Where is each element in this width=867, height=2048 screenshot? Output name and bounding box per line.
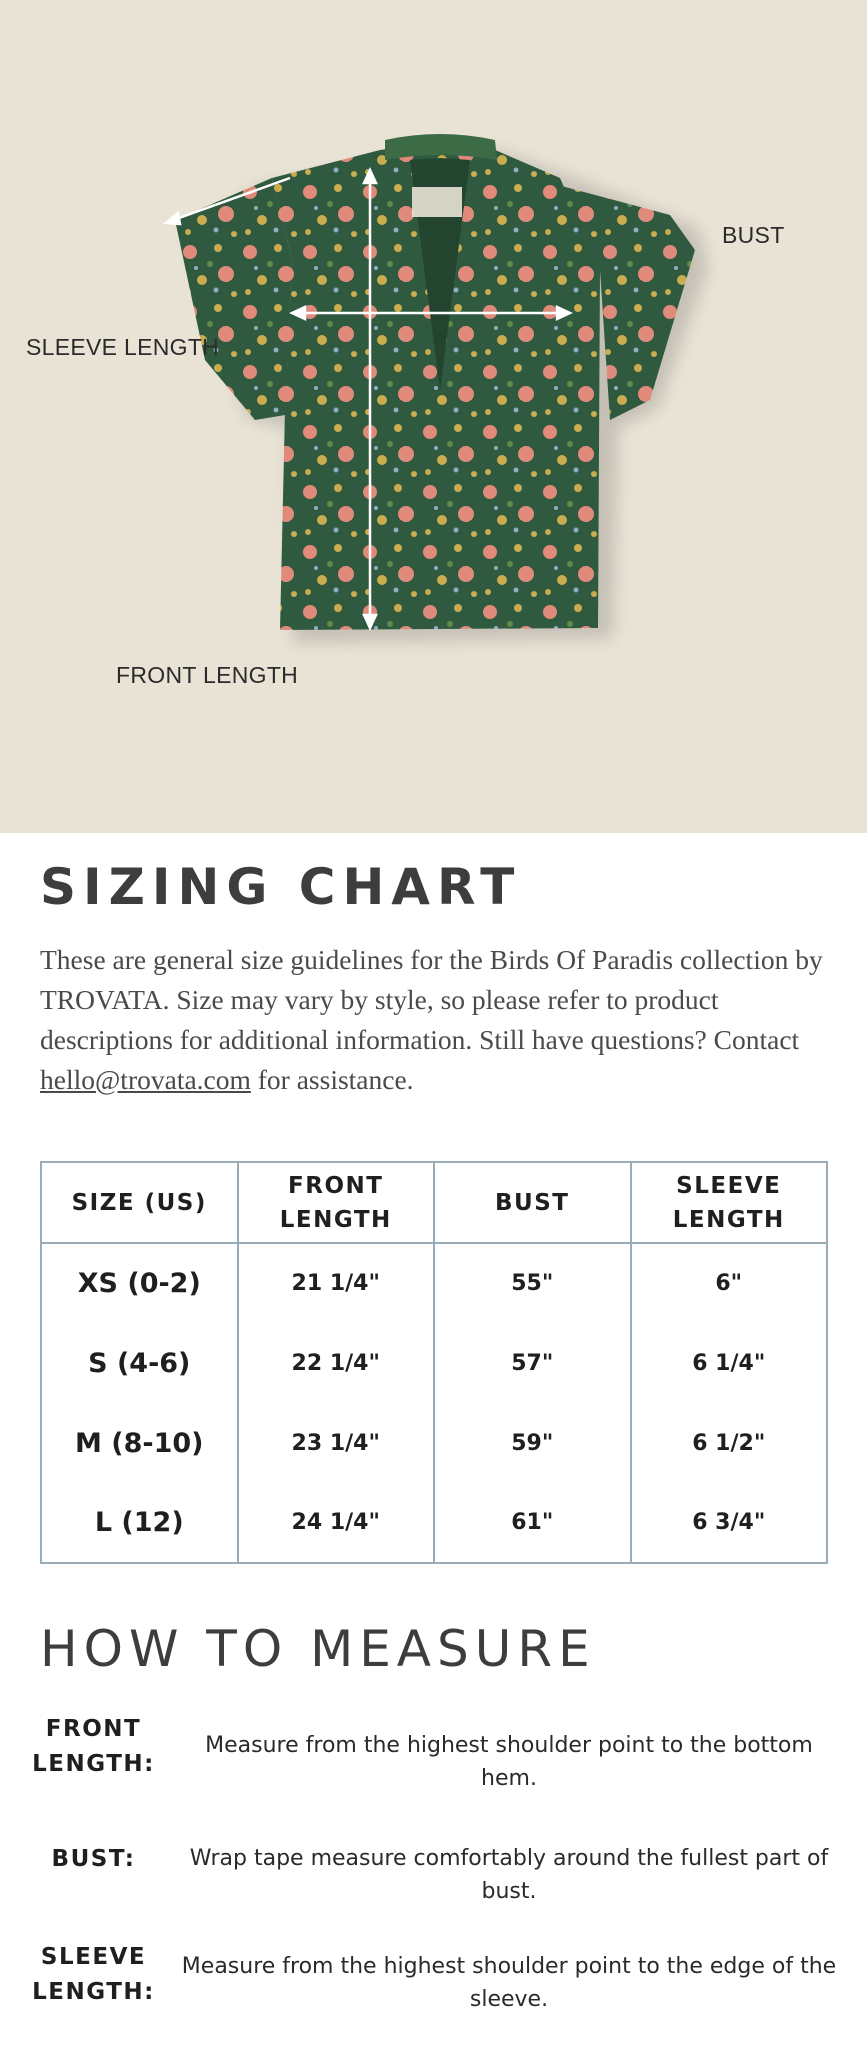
front-length-cell: 22 1/4" xyxy=(238,1323,435,1403)
measure-label: BUST: xyxy=(51,1846,136,1872)
contact-email-link[interactable]: hello@trovata.com xyxy=(40,1064,251,1095)
size-cell: L (12) xyxy=(41,1483,238,1563)
measure-label: SLEEVE LENGTH: xyxy=(32,1944,155,2005)
sizing-intro-text xyxy=(40,940,840,1100)
table-row xyxy=(41,1323,827,1403)
measure-description: Measure from the highest shoulder point to the edge of the sleeve. xyxy=(181,1954,837,2012)
bust-cell: 61" xyxy=(434,1483,631,1563)
size-cell: M (8-10) xyxy=(41,1403,238,1483)
header-bust: BUST xyxy=(434,1162,631,1243)
bust-cell: 59" xyxy=(434,1403,631,1483)
size-cell: XS (0-2) xyxy=(41,1243,238,1323)
size-table xyxy=(40,1161,828,1564)
sleeve-length-cell: 6 1/4" xyxy=(631,1323,828,1403)
blouse-illustration xyxy=(0,0,867,833)
bust-label: BUST xyxy=(722,222,785,248)
measure-description: Wrap tape measure comfortably around the fullest part of bust. xyxy=(189,1846,829,1904)
sleeve-length-cell: 6 1/2" xyxy=(631,1403,828,1483)
product-measurement-image xyxy=(0,0,867,833)
size-table-header-row xyxy=(41,1162,827,1243)
front-length-cell: 23 1/4" xyxy=(238,1403,435,1483)
sleeve-length-label: SLEEVE LENGTH xyxy=(26,334,220,360)
header-front-length: FRONT LENGTH xyxy=(238,1162,435,1243)
header-size: SIZE (US) xyxy=(41,1162,238,1243)
sleeve-length-cell: 6" xyxy=(631,1243,828,1323)
bust-cell: 55" xyxy=(434,1243,631,1323)
table-row xyxy=(41,1243,827,1323)
table-row xyxy=(41,1403,827,1483)
bust-cell: 57" xyxy=(434,1323,631,1403)
front-length-cell: 21 1/4" xyxy=(238,1243,435,1323)
size-cell: S (4-6) xyxy=(41,1323,238,1403)
front-length-cell: 24 1/4" xyxy=(238,1483,435,1563)
intro-text-start: These are general size guidelines for the Birds Of Paradis collection by TROVATA. Size may vary by style, so please refer to product descriptions for additional information. Still have questions? Contact xyxy=(40,944,823,1055)
sleeve-length-cell: 6 3/4" xyxy=(631,1483,828,1563)
intro-text-end: for assistance. xyxy=(250,1064,414,1095)
measure-label: FRONT LENGTH: xyxy=(32,1716,155,1777)
header-sleeve-length: SLEEVE LENGTH xyxy=(631,1162,828,1243)
measure-description: Measure from the highest shoulder point to the bottom hem. xyxy=(205,1733,813,1791)
front-length-label: FRONT LENGTH xyxy=(116,662,299,688)
how-to-measure-title: HOW TO MEASURE xyxy=(40,1620,596,1678)
table-row xyxy=(41,1483,827,1563)
sizing-chart-title: SIZING CHART xyxy=(40,858,522,916)
